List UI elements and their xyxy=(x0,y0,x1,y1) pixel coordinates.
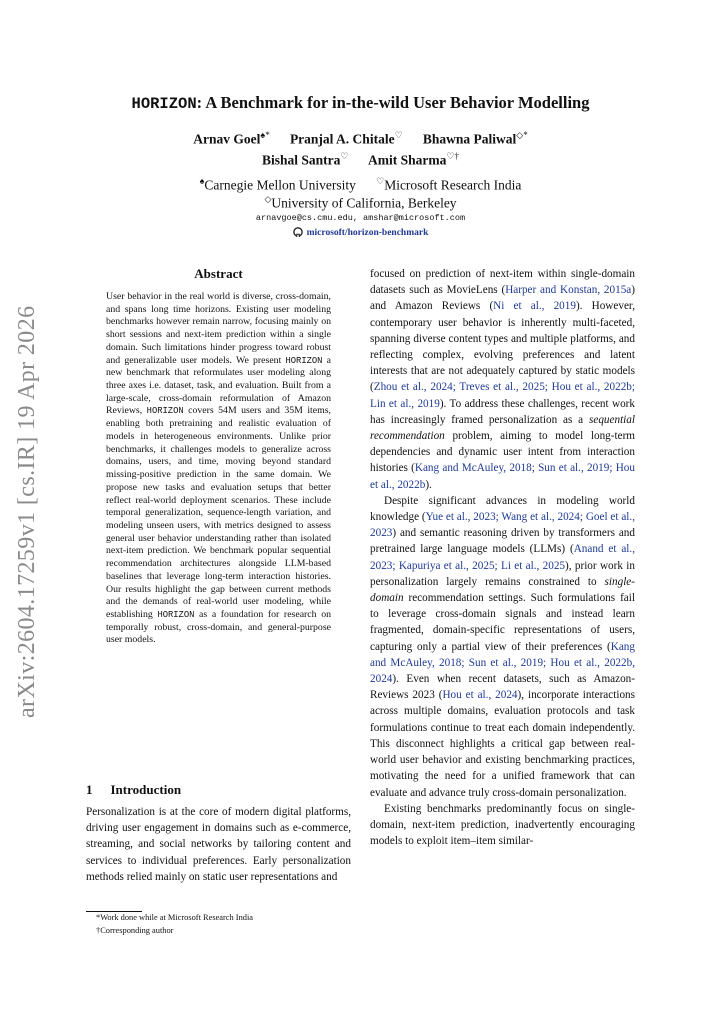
github-icon xyxy=(293,227,303,237)
title-system-name: HORIZON xyxy=(131,95,197,113)
author-line-1 xyxy=(0,130,721,148)
section-number: 1 xyxy=(86,782,93,797)
author-mark: ♠* xyxy=(260,130,270,140)
affiliation-name: Microsoft Research India xyxy=(384,177,522,193)
paragraph xyxy=(370,801,635,850)
arxiv-side-stamp: arXiv:2604.17259v1 [cs.IR] 19 Apr 2026 xyxy=(14,305,40,718)
author-name: Amit Sharma xyxy=(368,152,447,168)
abstract-heading: Abstract xyxy=(194,266,243,281)
body-text: recommendation settings. Such formulations fail to leverage cross-domain signals and instead learn fragmented, domain-specific representations of users, capturing only a partial view of their preferences ( xyxy=(370,592,635,653)
paragraph xyxy=(370,493,635,801)
footnote: *Work done while at Microsoft Research India xyxy=(96,913,254,922)
author-mark: ◇* xyxy=(516,130,528,140)
citation-link[interactable]: Anand et al., 2023; Kapuriya et al., 2025; Li et al., 2025 xyxy=(370,543,635,572)
system-name: HORIZON xyxy=(146,406,184,417)
citation-link[interactable]: Ni et al., 2019 xyxy=(493,300,576,313)
author-name: Pranjal A. Chitale xyxy=(289,131,395,147)
repo-link-text[interactable]: microsoft/horizon-benchmark xyxy=(306,228,429,238)
affiliation-mark: ♡ xyxy=(376,176,385,186)
abstract-text: a new benchmark that reformulates user modeling along three axes i.e. dataset, task, and evaluation. Built from a large-scale, cross-domain reformulation of Amazon Reviews, xyxy=(106,354,331,417)
abstract-text: covers 54M users and 35M items, enabling both pretraining and realistic evaluation of models in heterogeneous environments. Unlike prior benchmarks, it challenges models to generalize across domains, users, and time, moving beyond standard missing-positive prediction in the same domain. We propose new tasks and evaluation setups that better reflect real-world deployment scenarios. These include temporal generalization, sequence-length variation, and modeling unseen users, with metrics designed to assess general user behavior understanding rather than isolated next-item prediction. We benchmark popular sequential recommendation architectures alongside LLM-based baselines that leverage long-term interaction histories. Our results highlight the gap between current methods and the demands of real-world user modeling, while establishing xyxy=(106,405,332,620)
abstract-text: User behavior in the real world is diverse, cross-domain, and spans long time horizons. Existing user modeling benchmarks however remain narrow, focusing mainly on short sessions and next-item prediction within a single domain. Such limitations hinder progress toward robust and generalizable user models. We present xyxy=(106,291,331,366)
emphasis: sequential recommendation xyxy=(370,413,635,443)
author-name: Bhawna Paliwal xyxy=(422,131,517,147)
system-name: HORIZON xyxy=(157,609,195,620)
author-emails: arnavgoe@cs.cmu.edu, amshar@microsoft.com xyxy=(255,213,466,223)
affiliation-mark: ◇ xyxy=(264,194,272,204)
repo-link[interactable] xyxy=(0,227,721,238)
paragraph xyxy=(370,266,635,493)
body-text: ). To address these challenges, recent work has increasingly framed personalization as a xyxy=(370,397,635,426)
citation-link[interactable]: Zhou et al., 2024; Treves et al., 2025; Hou et al., 2022b; Lin et al., 2019 xyxy=(370,381,635,410)
footnotes xyxy=(96,912,253,937)
citation-link[interactable]: Harper and Konstan, 2015a xyxy=(505,284,632,297)
abstract-body xyxy=(106,291,331,647)
affiliation-mark: ♠ xyxy=(199,176,205,186)
body-text: problem, aiming to model long-term dependencies and dynamic user intent from interaction histories ( xyxy=(370,430,635,475)
body-text: ). xyxy=(425,478,432,491)
affiliation-line-1 xyxy=(0,176,721,194)
emphasis: single-domain xyxy=(370,575,635,605)
author-mark: ♡† xyxy=(446,151,459,161)
footnote: †Corresponding author xyxy=(96,925,174,935)
body-text: ), prior work in personalization largely remains constrained to xyxy=(370,559,635,588)
citation-link[interactable]: Kang and McAuley, 2018; Sun et al., 2019; Hou et al., 2022b xyxy=(370,462,635,491)
title-rest: : A Benchmark for in-the-wild User Behavior Modelling xyxy=(196,93,590,112)
body-text: Existing benchmarks predominantly focus on single-domain, next-item prediction, inadvertently encouraging models to exploit item–item similar- xyxy=(370,802,635,848)
author-mark: ♡ xyxy=(394,130,403,140)
body-text: ) and semantic reasoning driven by transformers and pretrained large language models (LLMs) ( xyxy=(370,527,635,556)
body-text: ), incorporate interactions across multiple domains, evaluation protocols and task formulations continue to treat each domain independently. This disconnect highlights a critical gap between real-world user behavior and existing benchmarking practices, motivating the need for a unified framework that can evaluate and advance truly cross-domain personalization. xyxy=(370,689,635,799)
paper-title xyxy=(0,93,721,113)
author-line-2 xyxy=(0,151,721,169)
section-heading-introduction xyxy=(86,782,181,798)
body-text: Despite significant advances in modeling world knowledge ( xyxy=(370,494,635,524)
citation-link[interactable]: Kang and McAuley, 2018; Sun et al., 2019; Hou et al., 2022b, 2024 xyxy=(370,640,635,686)
affiliation-name: University of California, Berkeley xyxy=(271,195,457,211)
body-text: ). Even when recent datasets, such as Amazon-Reviews 2023 ( xyxy=(370,673,635,702)
abstract-text: as a foundation for research on temporally robust, cross-domain, and general-purpose user models. xyxy=(106,608,331,646)
body-text: ). However, contemporary user behavior is inherently multi-faceted, spanning diverse content types and multiple platforms, and reflecting complex, evolving preferences and latent interests that are not adequately captured by static models ( xyxy=(370,300,635,394)
section-title: Introduction xyxy=(110,782,182,797)
right-column xyxy=(370,266,635,849)
author-name: Arnav Goel xyxy=(193,131,261,147)
affiliation-name: Carnegie Mellon University xyxy=(204,177,356,193)
affiliation-line-2 xyxy=(0,194,721,212)
system-name: HORIZON xyxy=(285,355,323,366)
body-text: focused on prediction of next-item within single-domain datasets such as MovieLens ( xyxy=(370,268,635,297)
author-mark: ♡ xyxy=(340,151,349,161)
author-name: Bishal Santra xyxy=(262,152,341,168)
intro-paragraph: Personalization is at the core of modern digital platforms, driving user engagement in domains such as e-commerce, streaming, and social networks by tailoring content and services to individual preferences. Early personalization methods relied mainly on static user representations and xyxy=(86,806,351,883)
citation-link[interactable]: Yue et al., 2023; Wang et al., 2024; Goel et al., 2023 xyxy=(370,511,635,540)
body-text: ) and Amazon Reviews ( xyxy=(370,284,635,313)
citation-link[interactable]: Hou et al., 2024 xyxy=(442,689,518,702)
